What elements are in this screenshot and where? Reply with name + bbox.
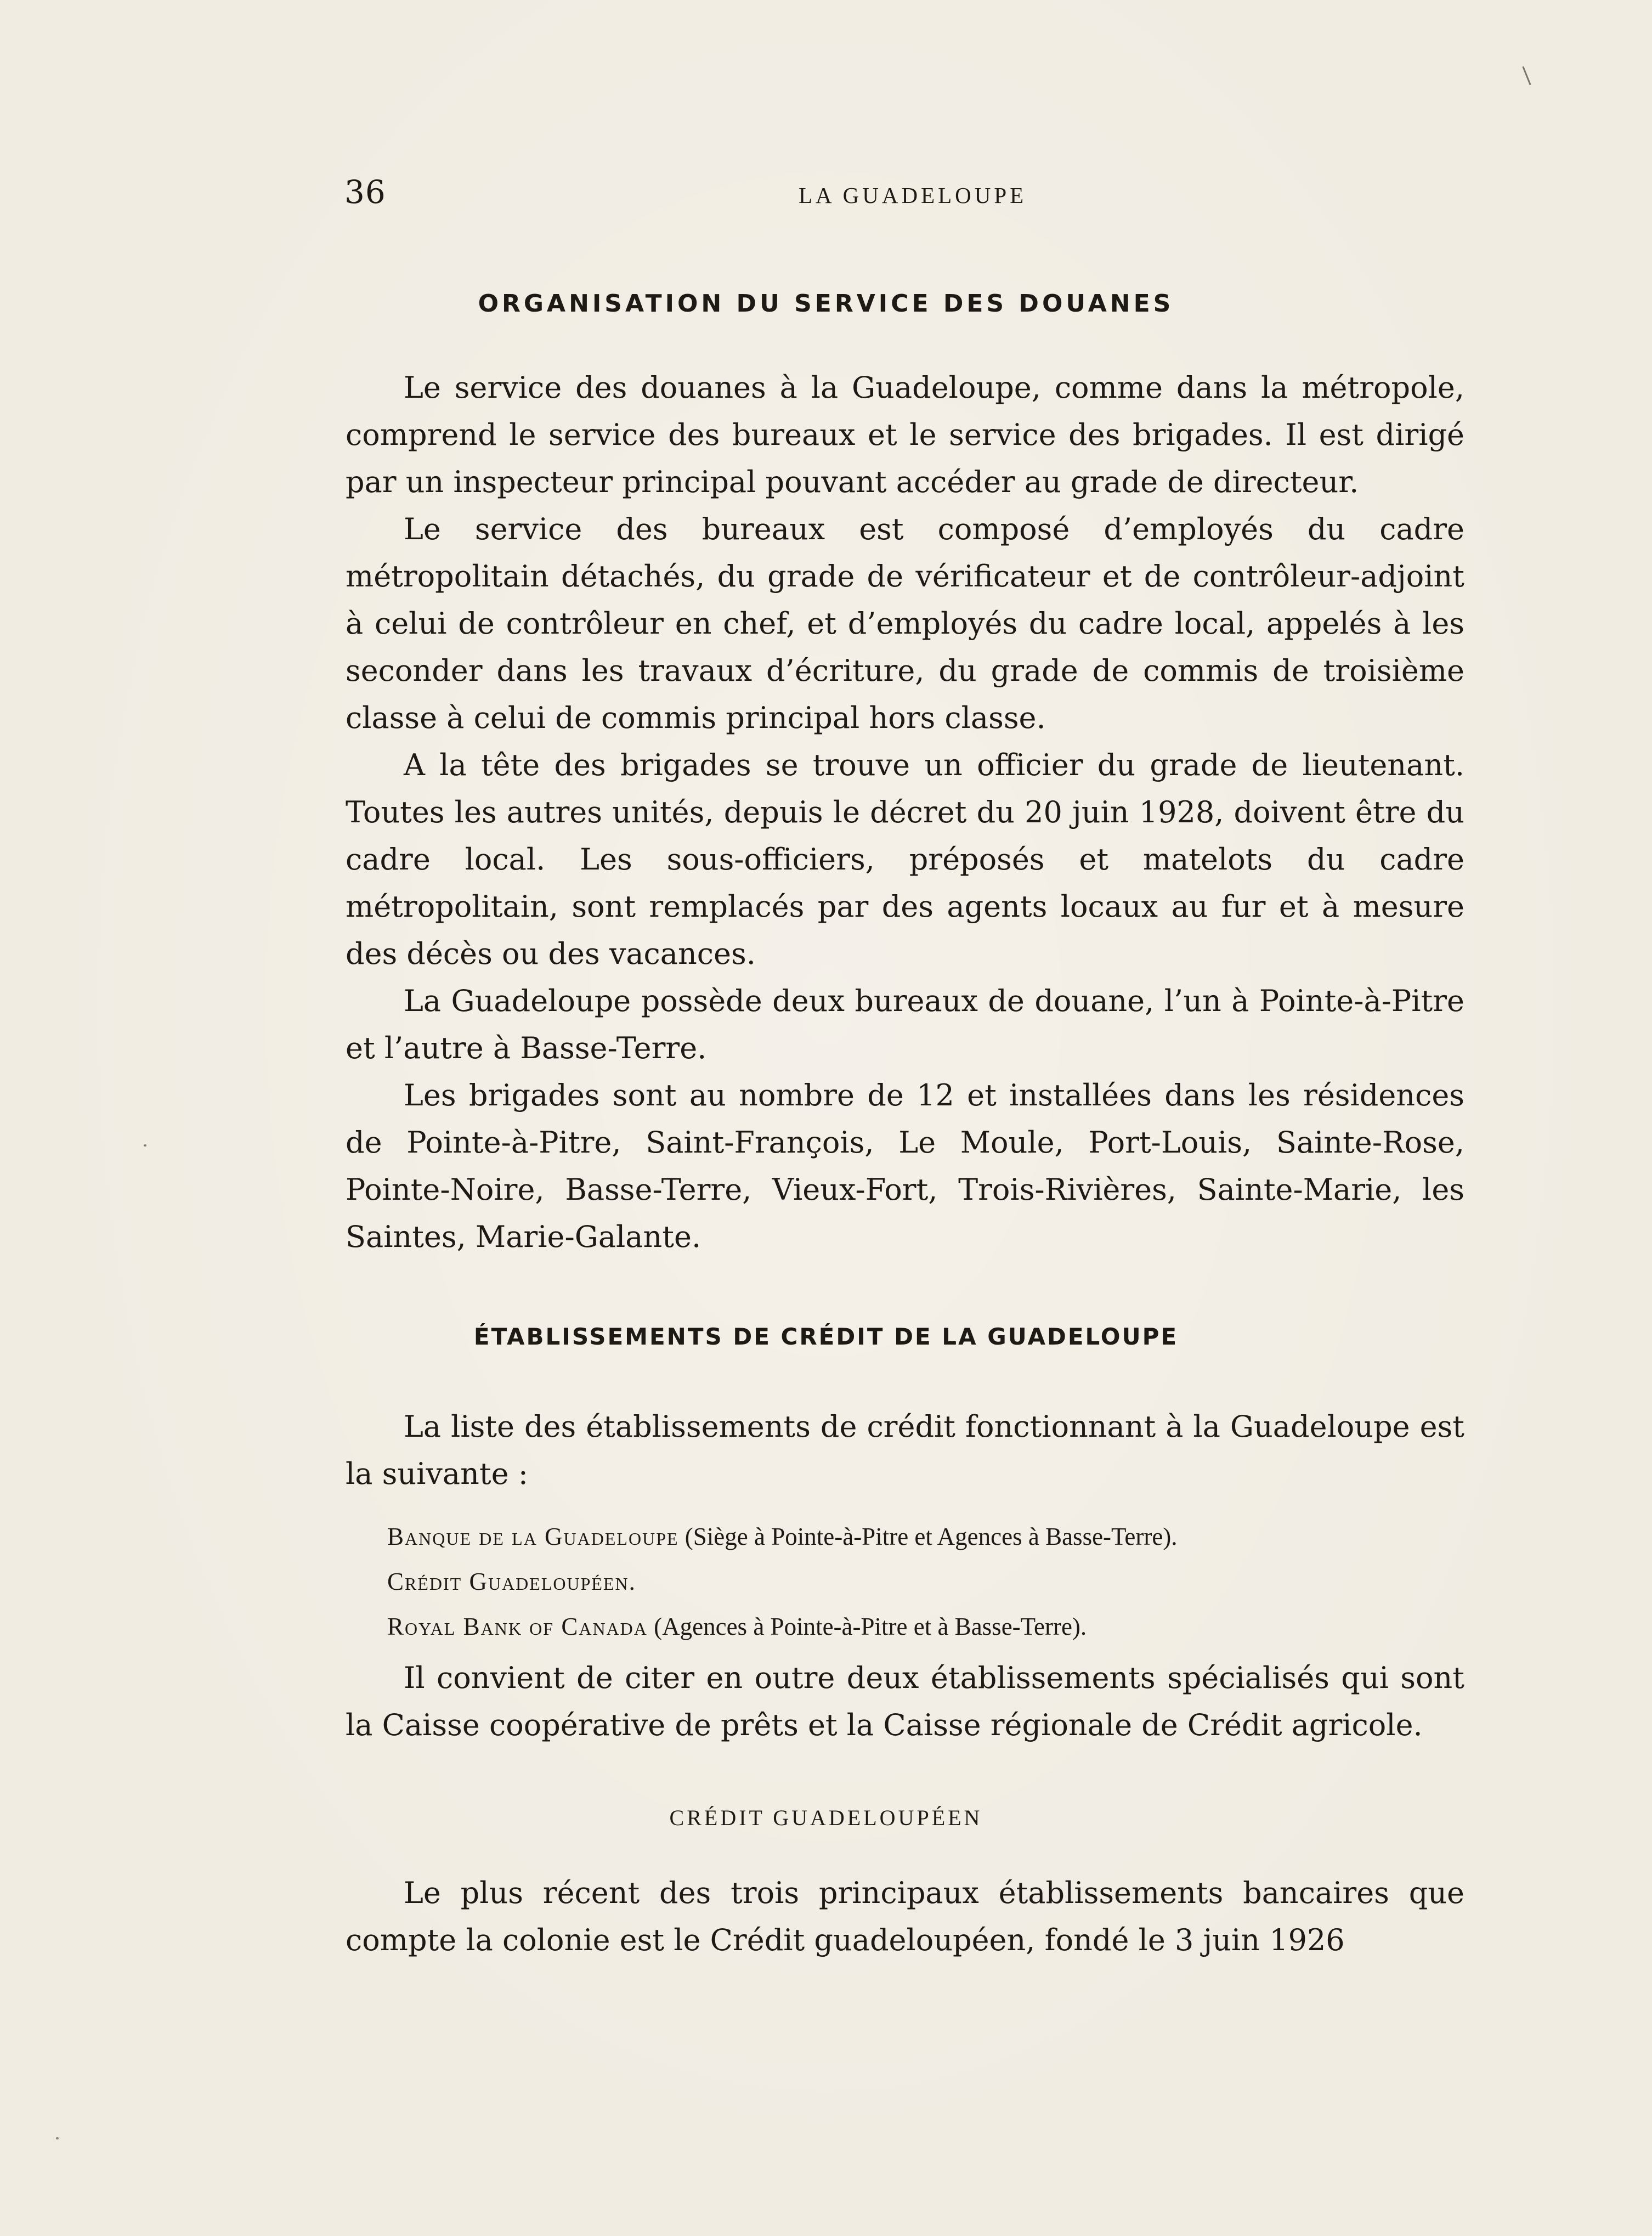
paragraph: Le service des bureaux est composé d’employés du cadre métropolitain détachés, du grade de vérificateur et de contrôleur-adjoint à celui de contrôleur en chef, et d’employés du cadre local, appelés à les seconder dans les travaux d’écriture, du grade de commis de troisième classe à celui de commis principal hors classe. xyxy=(346,512,1464,735)
douanes-text xyxy=(346,364,1464,1261)
paragraph: La liste des établissements de crédit fonctionnant à la Guadeloupe est la suivante : xyxy=(346,1409,1464,1491)
bank-detail: (Siège à Pointe-à-Pitre et Agences à Basse-Terre). xyxy=(678,1523,1178,1550)
bank-list-item xyxy=(387,1514,1429,1559)
page-header xyxy=(344,173,1466,217)
paragraph: Il convient de citer en outre deux établissements spécialisés qui sont la Caisse coopérative de prêts et la Caisse régionale de Crédit agricole. xyxy=(346,1661,1464,1742)
paragraph: A la tête des brigades se trouve un officier du grade de lieutenant. Toutes les autres unités, depuis le décret du 20 juin 1928, doivent être du cadre local. Les sous-officiers, préposés et matelots du cadre métropolitain, sont remplacés par des agents locaux au fur et à mesure des décès ou des vacances. xyxy=(346,748,1464,971)
section-title-douanes: ORGANISATION DU SERVICE DES DOUANES xyxy=(478,290,1174,318)
paper-speck xyxy=(144,1144,146,1147)
bank-detail: (Agences à Pointe-à-Pitre et à Basse-Terre). xyxy=(647,1613,1087,1640)
page-number: 36 xyxy=(344,173,386,211)
paragraph: Le service des douanes à la Guadeloupe, comme dans la métropole, comprend le service des bureaux et le service des brigades. Il est dirigé par un inspecteur principal pouvant accéder au grade de directeur. xyxy=(346,370,1464,499)
bank-list-item xyxy=(387,1559,1429,1604)
credit-outro xyxy=(346,1655,1464,1749)
paragraph: Le plus récent des trois principaux établissements bancaires que compte la colonie est le Crédit guadeloupéen, fondé le 3 juin 1926 xyxy=(346,1876,1464,1957)
paper-speck xyxy=(56,2137,59,2139)
bank-list-item xyxy=(387,1604,1429,1649)
section-title-credit: ÉTABLISSEMENTS DE CRÉDIT DE LA GUADELOUPE xyxy=(473,1323,1179,1350)
bank-name: Crédit Guadeloupéen. xyxy=(387,1568,636,1595)
credit-intro xyxy=(346,1403,1464,1498)
running-head: LA GUADELOUPE xyxy=(799,183,1027,208)
bank-list xyxy=(387,1514,1429,1649)
paragraph: La Guadeloupe possède deux bureaux de douane, l’un à Pointe-à-Pitre et l’autre à Basse-Terre. xyxy=(346,984,1464,1065)
stray-mark xyxy=(1522,66,1531,86)
section-title-credit-guadeloupeen: CRÉDIT GUADELOUPÉEN xyxy=(669,1805,983,1830)
bank-name: Royal Bank of Canada xyxy=(387,1613,648,1640)
paragraph: Les brigades sont au nombre de 12 et installées dans les résidences de Pointe-à-Pitre, Saint-François, Le Moule, Port-Louis, Sainte-Rose, Pointe-Noire, Basse-Terre, Vieux-Fort, Trois-Rivières, Sainte-Marie, les Saintes, Marie-Galante. xyxy=(346,1078,1464,1254)
credit-guadeloupeen-text xyxy=(346,1870,1464,1964)
bank-name: Banque de la Guadeloupe xyxy=(387,1523,679,1550)
